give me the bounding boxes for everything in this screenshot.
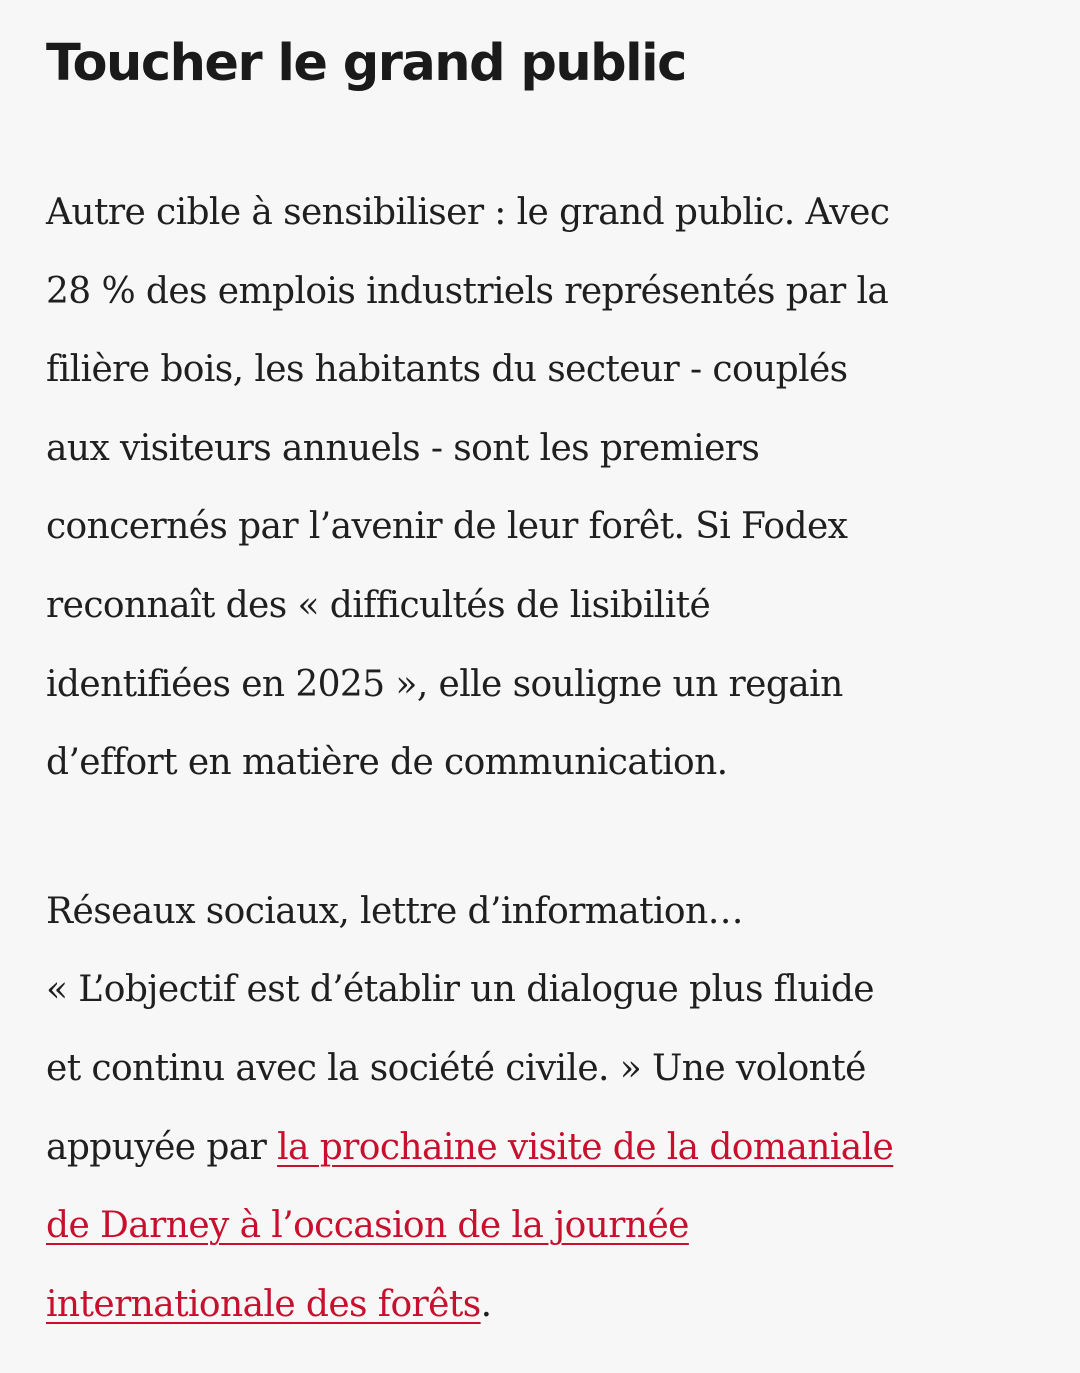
forest-visit-link[interactable]: [277, 1127, 893, 1168]
paragraph-line: identifiées en 2025 », elle souligne un regain: [46, 663, 843, 705]
section-heading: Toucher le grand public: [46, 34, 686, 93]
paragraph-line: Réseaux sociaux, lettre d’information…: [46, 890, 743, 932]
paragraph-line: d’effort en matière de communication.: [46, 742, 728, 784]
link-text-line[interactable]: la prochaine visite de la domaniale: [277, 1126, 894, 1168]
link-suffix-text: .: [480, 1283, 492, 1325]
link-text-line[interactable]: de Darney à l’occasion de la journée: [46, 1205, 689, 1247]
paragraph-line: 28 % des emplois industriels représentés par la: [46, 270, 889, 312]
link-text-line[interactable]: internationale des forêts: [46, 1283, 481, 1325]
paragraph-line-link: [46, 1187, 1036, 1266]
paragraph-line: « L’objectif est d’établir un dialogue plus fluide: [46, 969, 874, 1011]
paragraph-line: aux visiteurs annuels - sont les premiers: [46, 427, 760, 469]
paragraph-line-with-link: [46, 1109, 1036, 1188]
paragraph-line: Autre cible à sensibiliser : le grand public. Avec: [46, 192, 890, 233]
link-prefix-text: appuyée par: [46, 1126, 278, 1168]
forest-visit-link-continued[interactable]: [46, 1205, 689, 1246]
forest-visit-link-end[interactable]: [46, 1284, 481, 1325]
paragraph-line-link: [46, 1266, 1036, 1345]
paragraph-line: concernés par l’avenir de leur forêt. Si Fodex: [46, 506, 848, 548]
paragraph-line: reconnaît des « difficultés de lisibilité: [46, 584, 711, 626]
paragraph-communication: [46, 873, 1036, 1345]
paragraph-line: et continu avec la société civile. » Une volonté: [46, 1047, 866, 1089]
paragraph-grand-public: [46, 174, 1036, 803]
paragraph-line: filière bois, les habitants du secteur - couplés: [46, 349, 848, 391]
